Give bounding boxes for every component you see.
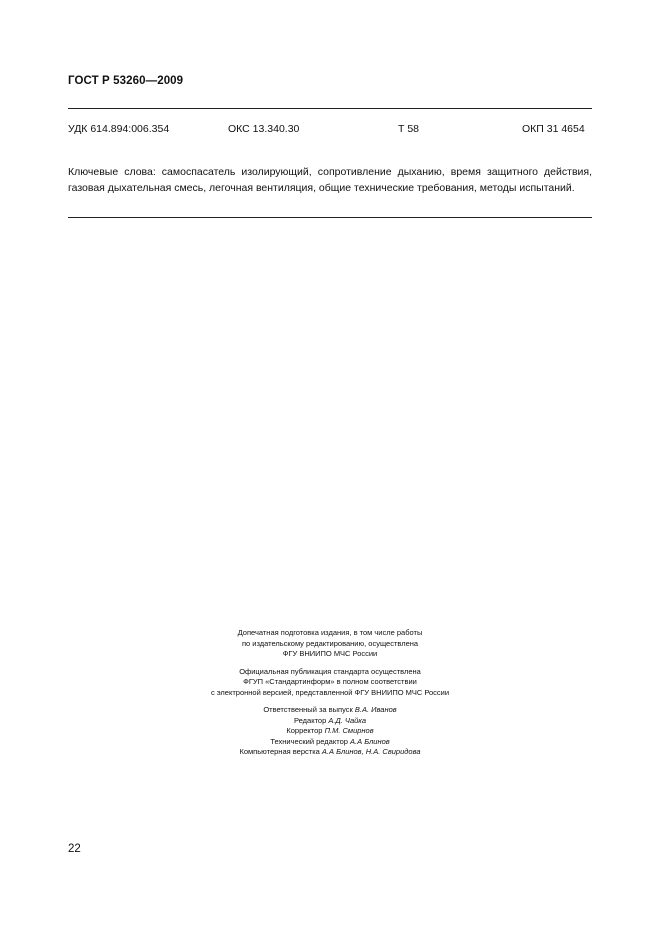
imprint-block: [130, 628, 530, 765]
udk-code: УДК 614.894:006.354: [68, 123, 170, 135]
top-divider: [68, 108, 592, 109]
imprint-prep-line: Допечатная подготовка издания, в том числе работы: [237, 628, 423, 637]
credit-line: [130, 737, 530, 748]
bottom-divider: [68, 217, 592, 218]
imprint-credits: [130, 705, 530, 758]
credit-name: П.М. Смирнов: [324, 726, 374, 735]
credit-name: А.А Блинов, Н.А. Свиридова: [321, 747, 421, 756]
keywords-paragraph: Ключевые слова: самоспасатель изолирующий, сопротивление дыханию, время защитного действия, газовая дыхательная смесь, легочная вентиляция, общие технические требования, методы испытаний.: [68, 166, 592, 194]
page-number: 22: [68, 843, 81, 855]
imprint-prep-line: по издательскому редактированию, осуществлена: [241, 638, 419, 648]
imprint-prep: [130, 628, 530, 660]
credit-line: [130, 726, 530, 737]
credit-name: А.А Блинов: [350, 736, 390, 746]
credit-role: Редактор: [293, 715, 327, 725]
document-code-title: ГОСТ Р 53260—2009: [68, 75, 184, 87]
imprint-prep-line: ФГУ ВНИИПО МЧС России: [282, 649, 378, 658]
oks-code: ОКС 13.340.30: [228, 123, 300, 135]
credit-name: В.А. Иванов: [354, 705, 397, 714]
credit-role: Корректор: [286, 726, 323, 735]
credit-role: Технический редактор: [270, 736, 348, 746]
imprint-publication-line: с электронной версией, представленной ФГУ ВНИИПО МЧС России: [210, 687, 450, 697]
credit-name: А.Д. Чайка: [328, 715, 367, 725]
imprint-publication-line: ФГУП «Стандартинформ» в полном соответствии: [243, 677, 417, 686]
credit-line: [130, 716, 530, 727]
imprint-publication: [130, 667, 530, 699]
credit-role: Ответственный за выпуск: [263, 705, 353, 714]
credit-role: Компьютерная верстка: [239, 747, 320, 756]
credit-line: [130, 747, 530, 758]
imprint-publication-line: Официальная публикация стандарта осуществлена: [239, 666, 421, 676]
t-code: Т 58: [398, 123, 420, 135]
credit-line: [130, 705, 530, 716]
okp-code: ОКП 31 4654: [522, 123, 585, 135]
